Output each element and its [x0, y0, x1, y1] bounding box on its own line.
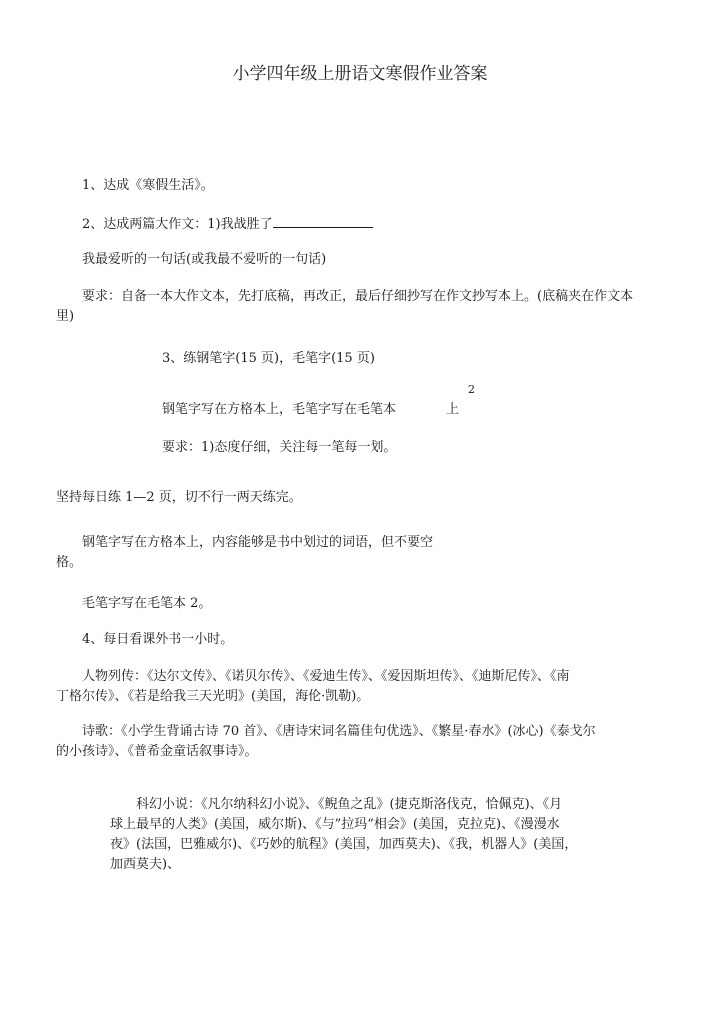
- item-2-requirement-line1: 要求：自备一本大作文本，先打底稿，再改正，最后仔细抄写在作文抄写本上。(底稿夹在作文本: [82, 289, 634, 304]
- item-2-requirement: [56, 287, 676, 327]
- poetry: [56, 722, 676, 762]
- poetry-line2: 的小孩诗》、《普希金童话叙事诗》。: [56, 744, 258, 759]
- item-2: [82, 214, 373, 235]
- item-4: 4、每日看课外书一小时。: [82, 632, 234, 647]
- item-3-line2-tail: 上: [446, 402, 460, 417]
- item-2-text: 2、达成两篇大作文：1)我战胜了: [82, 217, 273, 232]
- item-1: 1、达成《寒假生活》。: [82, 178, 214, 193]
- fill-in-blank: [273, 214, 373, 228]
- science-fiction: [110, 795, 630, 875]
- stray-mark: 2: [468, 383, 475, 396]
- science-fiction-line2: 球上最早的人类》(美国，威尔斯)、《与”拉玛“相会》(美国，克拉克)、《漫漫水: [110, 817, 560, 832]
- science-fiction-line1: 科幻小说：《凡尔纳科幻小说》、《鲵鱼之乱》(捷克斯洛伐克，恰佩克)、《月: [136, 797, 563, 812]
- science-fiction-line3: 夜》(法国，巴雅威尔)、《巧妙的航程》(美国，加西莫夫)、《我，机器人》(美国，: [110, 837, 578, 852]
- brush-practice: 毛笔字写在毛笔本 2。: [82, 596, 212, 611]
- biographies-line2: 丁格尔传》、《若是给我三天光明》(美国，海伦·凯勒)。: [56, 689, 370, 704]
- biographies: [56, 667, 676, 707]
- pen-practice: [56, 533, 696, 573]
- daily-practice: 坚持每日练 1—2 页，切不行一两天练完。: [56, 490, 302, 505]
- poetry-line1: 诗歌：《小学生背诵古诗 70 首》、《唐诗宋词名篇佳句优选》、《繁星·春水》(冰心)《泰戈尔: [82, 724, 596, 739]
- science-fiction-line4: 加西莫夫)、: [110, 857, 181, 872]
- pen-practice-line1: 钢笔字写在方格本上，内容能够是书中划过的词语，但不要空: [82, 535, 434, 550]
- pen-practice-line2: 格。: [56, 555, 83, 570]
- page-title: 小学四年级上册语文寒假作业答案: [232, 64, 488, 84]
- item-3-line2-text: 钢笔字写在方格本上，毛笔字写在毛笔本: [162, 402, 397, 417]
- item-2-requirement-line2: 里): [56, 309, 75, 324]
- item-3: 3、练钢笔字(15 页)，毛笔字(15 页): [162, 351, 375, 366]
- item-3-requirement: 要求：1)态度仔细，关注每一笔每一划。: [162, 440, 397, 455]
- biographies-line1: 人物列传：《达尔文传》、《诺贝尔传》、《爱迪生传》、《爱因斯坦传》、《迪斯尼传》、《南: [82, 669, 570, 684]
- item-3-line2: [162, 400, 396, 420]
- item-2-line2: 我最爱听的一句话(或我最不爱听的一句话): [82, 252, 327, 267]
